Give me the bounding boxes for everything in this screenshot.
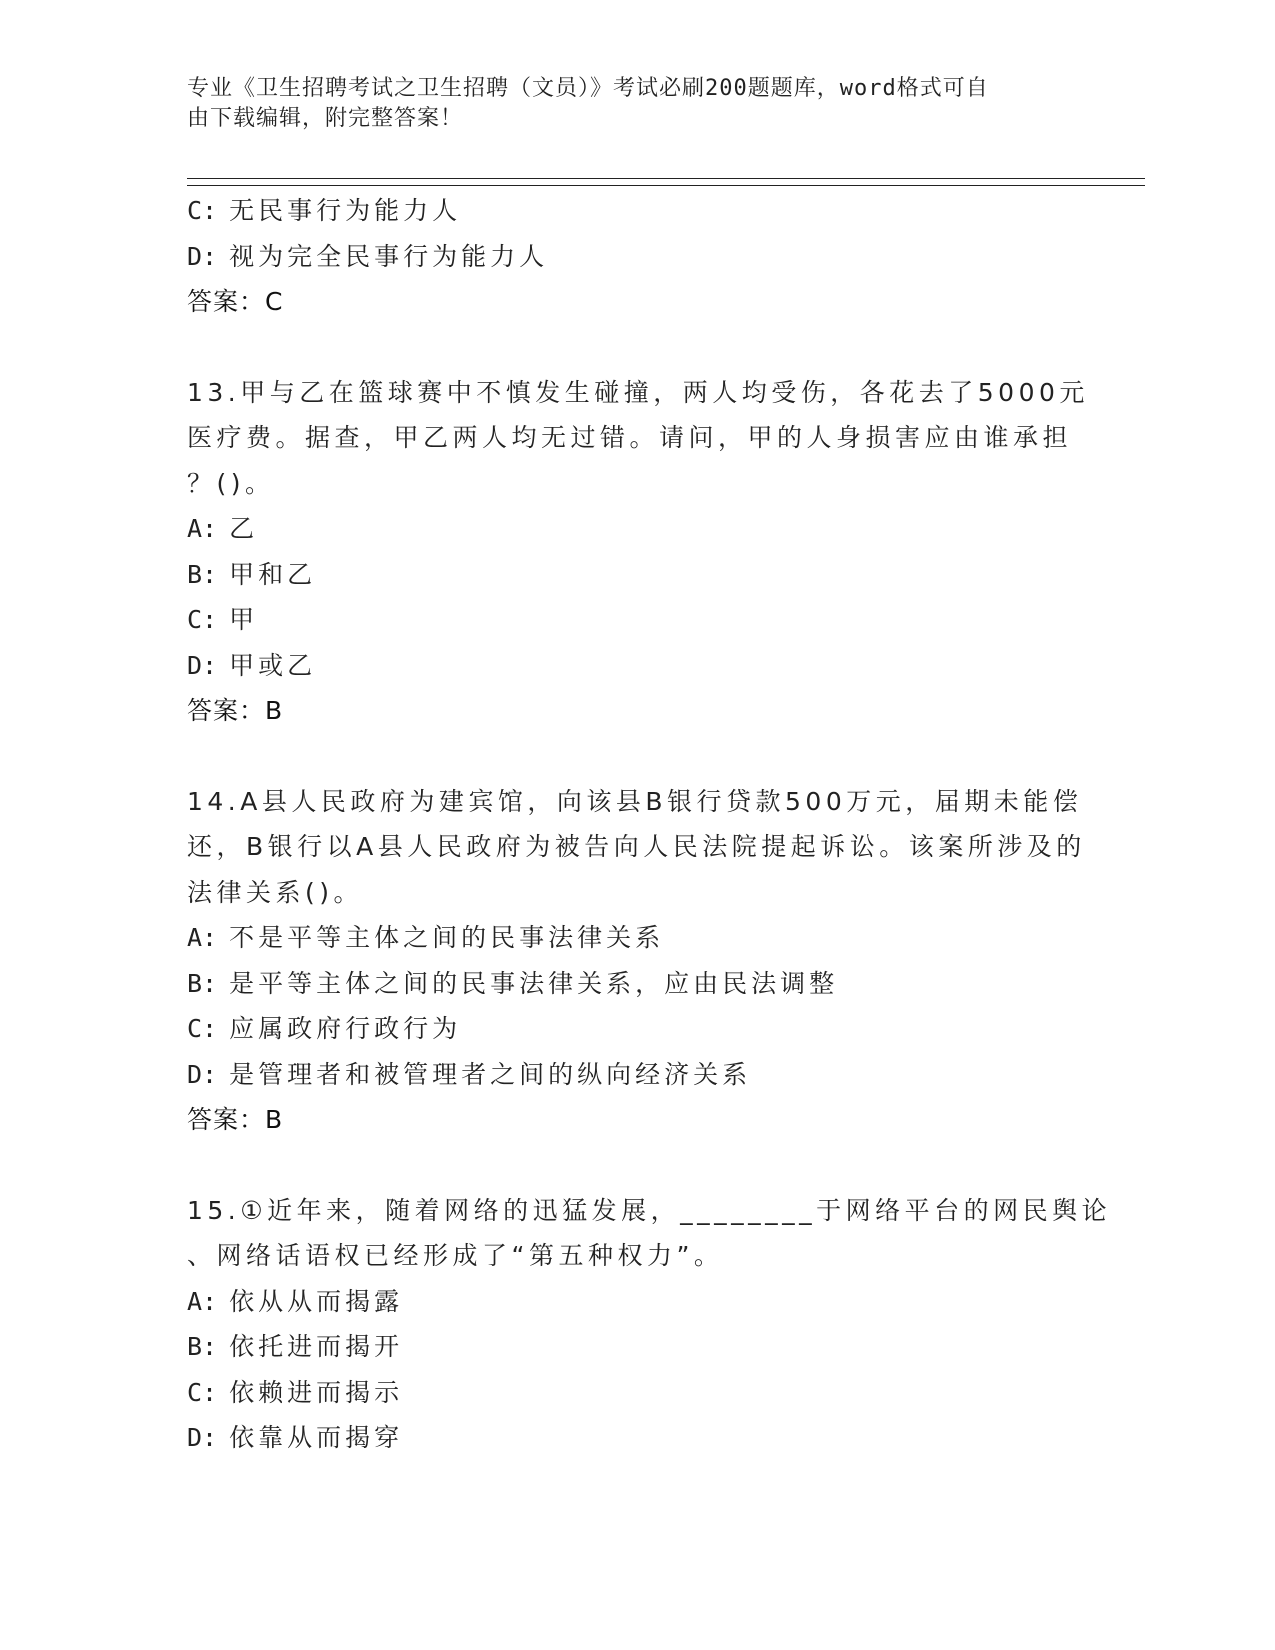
option-c: C: 甲	[187, 605, 259, 634]
stem-line: 法律关系()。	[187, 877, 364, 907]
answer-line: 答案：B	[187, 1105, 284, 1134]
stem-line: 还，B银行以A县人民政府为被告向人民法院提起诉讼。该案所涉及的	[187, 832, 1086, 861]
stem-line: 医疗费。据查，甲乙两人均无过错。请问，甲的人身损害应由谁承担	[187, 423, 1073, 452]
spacer	[187, 325, 1107, 370]
answer-line: 答案：C	[187, 287, 284, 316]
stem-line: 15.①近年来，随着网络的迅猛发展，________于网络平台的网民舆论	[187, 1195, 1112, 1225]
header-line-1: 专业《卫生招聘考试之卫生招聘（文员）》考试必刷200题题库，word格式可自	[187, 76, 989, 101]
header-divider	[187, 178, 1145, 186]
option-b: B: 是平等主体之间的民事法律关系，应由民法调整	[187, 968, 839, 998]
document-header	[187, 74, 1087, 134]
option-c: C: 依赖进而揭示	[187, 1377, 404, 1407]
question-15	[187, 1188, 1112, 1461]
stem-line: 、网络话语权已经形成了“第五种权力”。	[187, 1241, 724, 1270]
option-d: D: 视为完全民事行为能力人	[187, 241, 549, 271]
question-stem	[187, 779, 1107, 916]
option-b: B: 依托进而揭开	[187, 1332, 404, 1361]
document-body	[187, 188, 1112, 1461]
question-stem	[187, 1188, 1112, 1279]
stem-line: 13.甲与乙在篮球赛中不慎发生碰撞，两人均受伤，各花去了5000元	[187, 377, 1089, 407]
option-a: A: 不是平等主体之间的民事法律关系	[187, 923, 665, 952]
option-b: B: 甲和乙	[187, 559, 317, 589]
option-a: A: 依从从而揭露	[187, 1286, 404, 1316]
question-13	[187, 370, 1107, 734]
stem-line: 14.A县人民政府为建宾馆，向该县B银行贷款500万元，届期未能偿	[187, 786, 1083, 816]
header-line-2: 由下载编辑，附完整答案！	[187, 106, 464, 131]
option-a: A: 乙	[187, 514, 259, 543]
question-14	[187, 779, 1107, 1143]
question-stem	[187, 370, 1107, 507]
option-d: D: 是管理者和被管理者之间的纵向经济关系	[187, 1059, 752, 1089]
spacer	[187, 734, 1107, 779]
question-12-tail	[187, 188, 1107, 325]
option-c: C: 应属政府行政行为	[187, 1014, 462, 1043]
option-d: D: 甲或乙	[187, 650, 317, 680]
answer-line: 答案：B	[187, 696, 284, 725]
option-c: C: 无民事行为能力人	[187, 196, 462, 225]
spacer	[187, 1143, 1107, 1188]
option-d: D: 依靠从而揭穿	[187, 1423, 404, 1452]
stem-line: ？()。	[187, 468, 275, 498]
